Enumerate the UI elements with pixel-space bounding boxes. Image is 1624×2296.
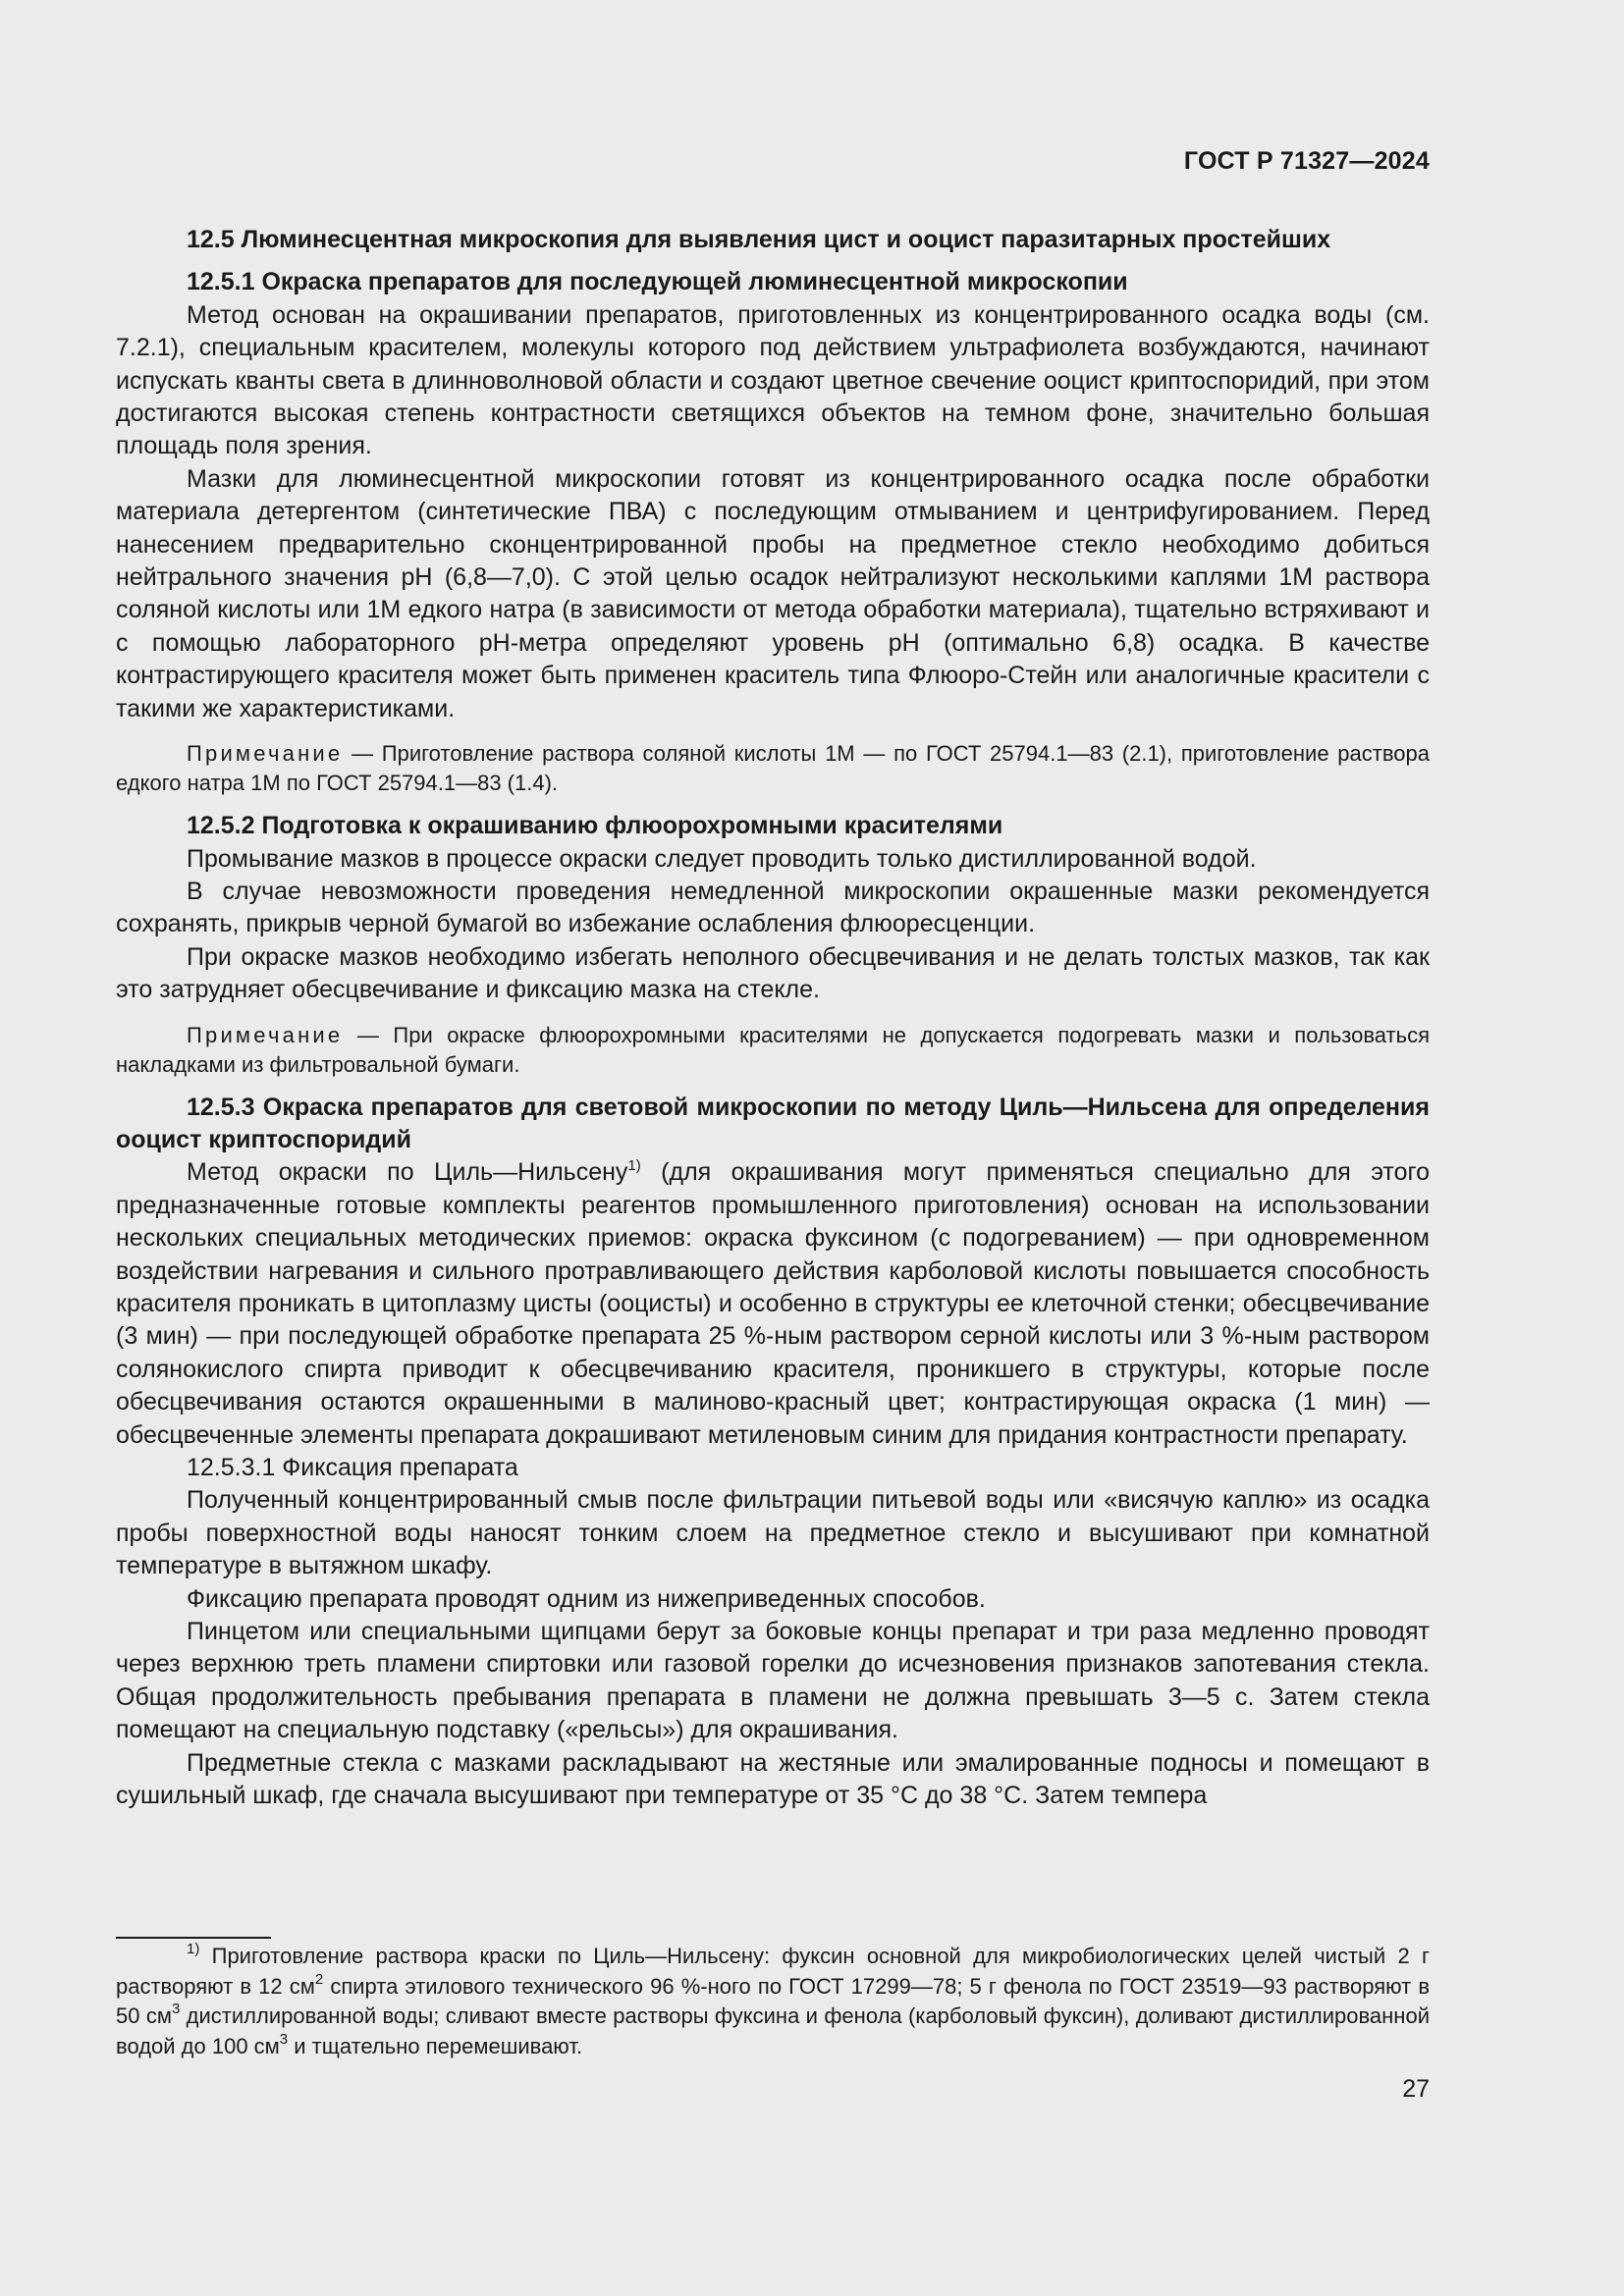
note-text: — Приготовление раствора соляной кислоты 1М — по ГОСТ 25794.1—83 (2.1), приготовление раствора едкого натра 1М по ГОСТ 25794.1—83 (1.4). bbox=[116, 741, 1430, 796]
footnote-marker: 1) bbox=[187, 1941, 200, 1957]
section-12-5-heading: 12.5 Люминесцентная микроскопия для выявления цист и ооцист паразитарных простейших bbox=[187, 226, 1331, 253]
section-12-5-1-heading: 12.5.1 Окраска препаратов для последующей люминесцентной микроскопии bbox=[187, 268, 1128, 296]
section-12-5-1-paragraph-2: Мазки для люминесцентной микроскопии готовят из концентрированного осадка после обработки материала детергентом (синтетические ПВА) с последующим отмыванием и центрифугированием. Перед нанесением предварительно сконцентрированной пробы на предметное стекло необходимо добиться нейтрального значения рН (6,8—7,0). С этой целью осадок нейтрализуют несколькими каплями 1М раствора соляной кислоты или 1М едкого натра (в зависимости от метода обработки материала), тщательно встряхивают и с помощью лабораторного рН-метра определяют уровень рН (оптимально 6,8) осадка. В качестве контрастирующего красителя может быть применен краситель типа Флюоро-Стейн или аналогичные красители с такими же характеристиками. bbox=[116, 464, 1430, 722]
footnote-text: и тщательно перемешивают. bbox=[288, 2033, 583, 2058]
section-12-5-3-1-paragraph-2: Фиксацию препарата проводят одним из нижеприведенных способов. bbox=[187, 1584, 986, 1613]
note-label: Примечание bbox=[187, 741, 344, 767]
page-number: 27 bbox=[1402, 2075, 1430, 2103]
superscript: 3 bbox=[279, 2030, 289, 2048]
section-12-5-1-note bbox=[116, 739, 1430, 798]
superscript: 2 bbox=[314, 1970, 324, 1988]
section-12-5-3-1-heading: 12.5.3.1 Фиксация препарата bbox=[187, 1454, 518, 1481]
section-12-5-3-1-paragraph-1: Полученный концентрированный смыв после фильтрации питьевой воды или «висячую каплю» из осадка пробы поверхностной воды наносят тонким слоем на предметное стекло и высушивают при комнатной температуре в вытяжном шкафу. bbox=[116, 1486, 1430, 1580]
paragraph-text: (для окрашивания могут применяться специально для этого предназначенные готовые комплекты реагентов промышленного приготовления) основан на использовании нескольких специальных методических приемов: окраска фуксином (с подогреванием) — при одновременном воздействии нагревания и сильного протравливающего действия карболовой кислоты повышается способность красителя проникать в цитоплазму цисты (ооцисты) и особенно в структуры ее клеточной стенки; обесцвечивание (3 мин) — при последующей обработке препарата 25 %-ным раствором серной кислоты или 3 %-ным раствором солянокислого спирта приводит к обесцвечиванию красителя, проникшего в структуры, которые после обесцвечивания остаются окрашенными в малиново-красный цвет; контрастирующая окраска (1 мин) — обесцвеченные элементы препарата докрашивают метиленовым синим для придания контрастности препарату. bbox=[116, 1158, 1430, 1449]
note-text: — При окраске флюорохромными красителями не допускается подогревать мазки и пользоваться накладками из фильтровальной бумаги. bbox=[116, 1022, 1430, 1077]
superscript: 3 bbox=[171, 2001, 181, 2017]
footnote-reference[interactable]: 1) bbox=[627, 1157, 641, 1175]
section-12-5-3-paragraph-1 bbox=[116, 1156, 1430, 1452]
section-12-5-2-paragraph-1: Промывание мазков в процессе окраски следует проводить только дистиллированной водой. bbox=[187, 844, 1257, 873]
note-label: Примечание bbox=[187, 1022, 344, 1047]
section-12-5-2-paragraph-2: В случае невозможности проведения немедленной микроскопии окрашенные мазки рекомендуется сохранять, прикрыв черной бумагой во избежание ослабления флюоресценции. bbox=[116, 877, 1430, 938]
section-12-5-2-note bbox=[116, 1021, 1430, 1080]
document-code-header: ГОСТ Р 71327—2024 bbox=[1183, 147, 1430, 175]
footnote-text: дистиллированной воды; сливают вместе растворы фуксина и фенола (карболовый фуксин), доливают дистиллированной водой до 100 см bbox=[116, 2003, 1430, 2058]
section-12-5-1-paragraph-1: Метод основан на окрашивании препаратов, приготовленных из концентрированного осадка воды (см. 7.2.1), специальным красителем, молекулы которого под действием ультрафиолета возбуждаются, начинают испускать кванты света в длинноволновой области и создают цветное свечение ооцист криптоспоридий, при этом достигаются высокая степень контрастности светящихся объектов на темном фоне, значительно большая площадь поля зрения. bbox=[116, 300, 1430, 460]
footnote-text: Приготовление раствора краски по Циль—Нильсену: фуксин основной для микробиологических целей чистый 2 г растворяют в 12 см bbox=[116, 1944, 1430, 1999]
page-content bbox=[116, 224, 1430, 1812]
footnote-text: спирта этилового технического 96 %-ного по ГОСТ 17299—78; 5 г фенола по ГОСТ 23519—93 растворяют в 50 см bbox=[116, 1973, 1431, 2028]
section-12-5-2-heading: 12.5.2 Подготовка к окрашиванию флюорохромными красителями bbox=[187, 812, 1003, 840]
footnote bbox=[116, 1942, 1430, 2061]
section-12-5-3-1-paragraph-4: Предметные стекла с мазками раскладывают на жестяные или эмалированные подносы и помещают в сушильный шкаф, где сначала высушивают при температуре от 35 °С до 38 °С. Затем темпера bbox=[116, 1748, 1430, 1810]
section-12-5-3-heading: 12.5.3 Окраска препаратов для световой микроскопии по методу Циль—Нильсена для определения ооцист криптоспоридий bbox=[116, 1093, 1430, 1153]
footnote-divider bbox=[116, 1937, 271, 1939]
section-12-5-2-paragraph-3: При окраске мазков необходимо избегать неполного обесцвечивания и не делать толстых мазков, так как это затрудняет обесцвечивание и фиксацию мазка на стекле. bbox=[116, 942, 1430, 1004]
section-12-5-3-1-paragraph-3: Пинцетом или специальными щипцами берут за боковые концы препарат и три раза медленно проводят через верхнюю треть пламени спиртовки или газовой горелки до исчезновения признаков запотевания стекла. Общая продолжительность пребывания препарата в пламени не должна превышать 3—5 с. Затем стекла помещают на специальную подставку («рельсы») для окрашивания. bbox=[116, 1618, 1430, 1744]
paragraph-text: Метод окраски по Циль—Нильсену bbox=[187, 1158, 628, 1187]
